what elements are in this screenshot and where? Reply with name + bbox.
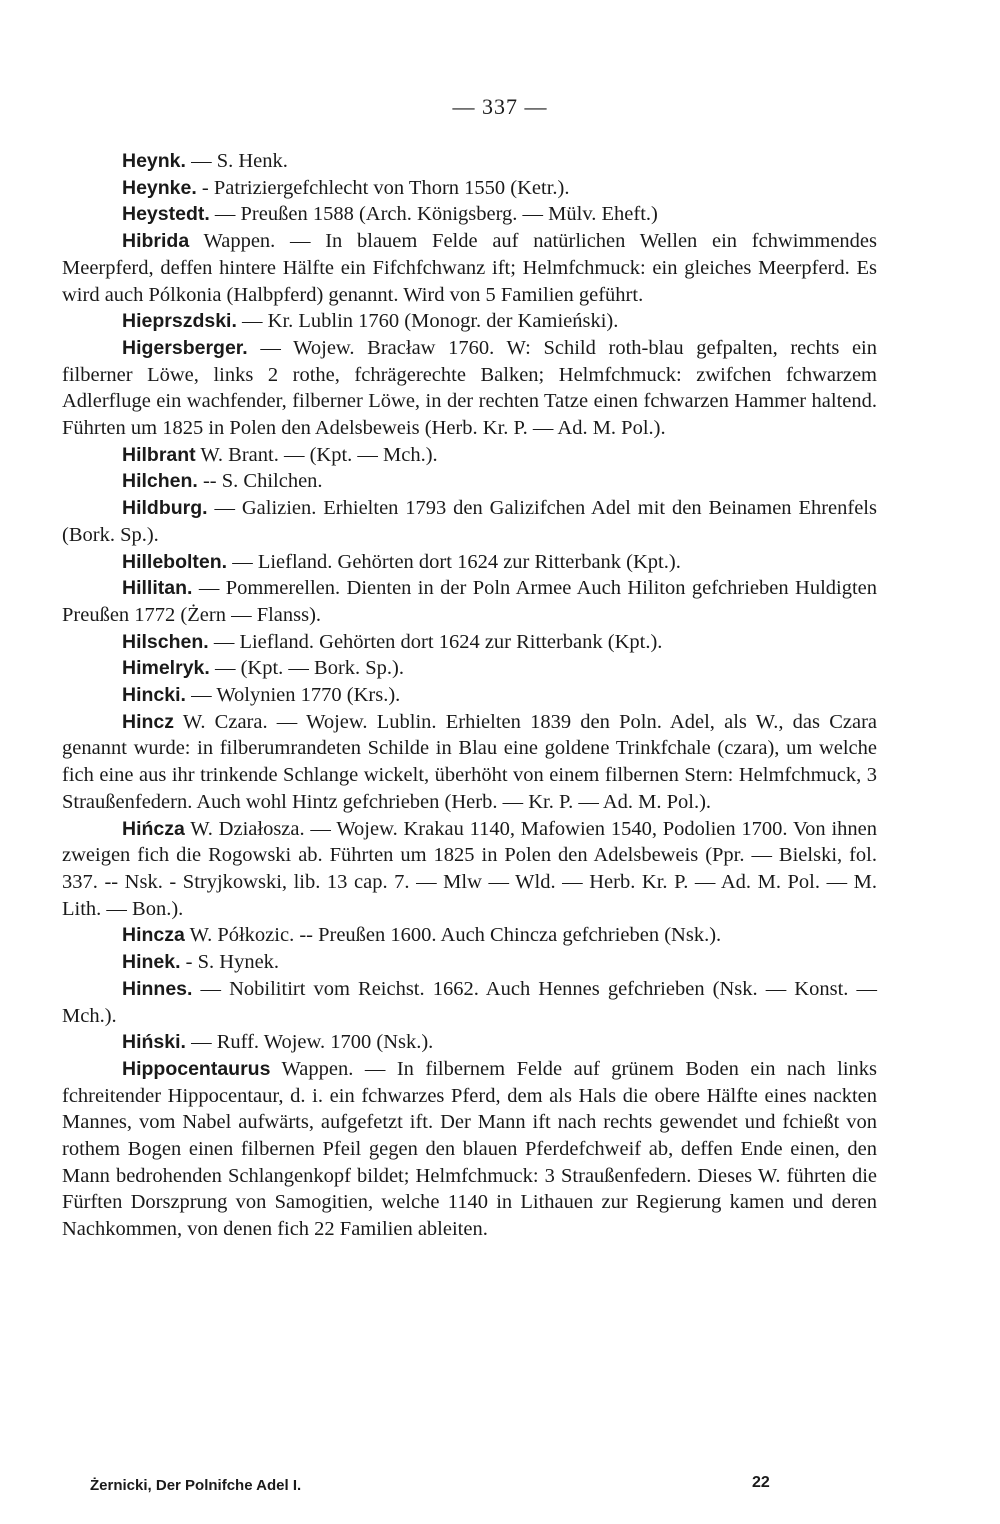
entry (62, 201, 877, 228)
entry-headword: Hincz (122, 710, 175, 733)
entry-text: — Liefland. Gehörten dort 1624 zur Ritterbank (Kpt.). (227, 550, 681, 573)
entry-text: — (Kpt. — Bork. Sp.). (209, 657, 404, 680)
entry-headword: Hilbrant (122, 443, 196, 466)
entry-headword: Hincza (122, 924, 185, 947)
entry (62, 655, 877, 682)
entry (62, 442, 877, 469)
entry-headword: Heynke. (122, 176, 197, 199)
entry-headword: Hinnes. (122, 977, 193, 1000)
entry-text: — Wojew. Bracław 1760. W: Schild roth-blau gefpalten, rechts ein filberner Löwe, links 2 rothe, fchrägerechte Balken; Helmfchmuck: zwifchen fchwarzem Adlerfluge ein wachfender, filberner Löwe, in der rechten Tatze einen fchwarzen Hammer haltend. Führten um 1825 in Polen den Adelsbeweis (Herb. Kr. P. — Ad. M. Pol.). (62, 336, 877, 440)
entry (62, 228, 877, 308)
entry (62, 922, 877, 949)
entry (62, 976, 877, 1029)
entry-text: — Kr. Lublin 1760 (Monogr. der Kamieński). (236, 310, 619, 333)
entry-text: W. Działosza. — Wojew. Krakau 1140, Mafowien 1540, Podolien 1700. Von ihnen zweigen fich die Rogowski ab. Führten um 1825 in Polen den Adelsbeweis (Ppr. — Bielski, fol. 337. -- Nsk. - Stryjkowski, lib. 13 cap. 7. — Mlw — Wld. — Herb. Kr. P. — Ad. M. Pol. — M. Lith. — Bon.). (62, 817, 877, 920)
entry-headword: Hillebolten. (122, 550, 228, 573)
entry (62, 495, 877, 548)
entry (62, 1056, 877, 1243)
entry-headword: Hilschen. (122, 630, 209, 653)
entry-text: — Ruff. Wojew. 1700 (Nsk.). (185, 1031, 434, 1054)
entry-headword: Hinek. (122, 951, 181, 974)
entry-headword: Heystedt. (122, 203, 210, 226)
entry (62, 816, 877, 923)
entry-headword: Hiński. (122, 1031, 186, 1054)
entry-text: — Preußen 1588 (Arch. Königsberg. — Mülv. Eheft.) (209, 203, 658, 226)
entry-headword: Higersberger. (122, 336, 248, 359)
entry (62, 575, 877, 628)
entries-list (62, 148, 877, 1243)
entry (62, 308, 877, 335)
entry-headword: Hilchen. (122, 470, 198, 493)
signature-mark: 22 (752, 1474, 770, 1491)
entry-text: W. Czara. — Wojew. Lublin. Erhielten 1839 den Poln. Adel, als W., das Czara genannt wurde: in filberumrandeten Schilde in Blau eine goldene Trinkfchale (czara), um welche fich eine aus ihr trinkende Schlange wickelt, überhöht von einem filbernen Stern: Helmfchmuck, 3 Straußenfedern. Auch wohl Hintz gefchrieben (Herb. — Kr. P. — Ad. M. Pol.). (62, 710, 877, 813)
entry-headword: Hibrida (122, 230, 190, 253)
entry-headword: Hincki. (122, 684, 186, 707)
entry-headword: Hińcza (122, 817, 185, 840)
entry-headword: Hildburg. (122, 497, 208, 520)
footer-citation: Żernicki, Der Polnifche Adel I. (90, 1477, 302, 1494)
entry (62, 709, 877, 816)
entry-text: — Galizien. Erhielten 1793 den Galizifchen Adel mit den Beinamen Ehrenfels (Bork. Sp.). (62, 497, 877, 546)
entry (62, 949, 877, 976)
entry-text: - S. Hynek. (180, 951, 280, 974)
entry-headword: Himelryk. (122, 657, 210, 680)
entry (62, 1029, 877, 1056)
entry-headword: Hippocentaurus (122, 1057, 271, 1080)
entry (62, 468, 877, 495)
entry (62, 682, 877, 709)
entry-text: — Nobilitirt vom Reichst. 1662. Auch Hennes gefchrieben (Nsk. — Konst. — Mch.). (62, 977, 877, 1027)
entry-headword: Hillitan. (122, 577, 193, 600)
entry-text: W. Półkozic. -- Preußen 1600. Auch Chincza gefchrieben (Nsk.). (184, 924, 722, 947)
entry (62, 549, 877, 576)
entry (62, 175, 877, 202)
entry-text: Wappen. — In blauem Felde auf natürlichen Wellen ein fchwimmendes Meerpferd, deffen hintere Hälfte ein Fifchfchwanz ift; Helmfchmuck: ein gleiches Meerpferd. Es wird auch Pólkonia (Halbpferd) genannt. Wird von 5 Familien geführt. (62, 230, 877, 306)
entry-text: -- S. Chilchen. (197, 470, 323, 493)
entry-text: W. Brant. — (Kpt. — Mch.). (195, 443, 438, 466)
entry-text: — Pommerellen. Dienten in der Poln Armee Auch Hiliton gefchrieben Huldigten Preußen 1772 (Żern — Flanss). (62, 577, 877, 626)
entry-text: Wappen. — In filbernem Felde auf grünem Boden ein nach links fchreitender Hippocentaur, d. i. ein fchwarzes Pferd, dem als Hals die obere Hälfte eines nackten Mannes, vom Nabel aufwärts, aufgefetzt ift. Der Mann ift nach rechts gewendet und fchießt von rothem Bogen einen filbernen Pfeil gegen den blauen Pferdefchweif ab, deffen Ende einen, den Mann bedrohenden Schlangenkopf bildet; Helmfchmuck: 3 Straußenfedern. Dieses W. führten die Fürften Dorszprung von Samogitien, welche 1140 in Lithauen zur Regierung kamen und deren Nachkommen, von denen fich 22 Familien ableiten. (62, 1057, 877, 1241)
entry-headword: Hieprszdski. (122, 310, 237, 333)
entry (62, 148, 877, 175)
page-number: — 337 — (452, 94, 548, 119)
entry-headword: Heynk. (122, 150, 186, 172)
entry (62, 335, 877, 442)
entry-text: — Liefland. Gehörten dort 1624 zur Ritterbank (Kpt.). (208, 630, 663, 653)
entry (62, 629, 877, 656)
entry-text: — Wolynien 1770 (Krs.). (185, 684, 401, 707)
entry-text: — S. Henk. (185, 150, 288, 172)
entry-text: - Patriziergefchlecht von Thorn 1550 (Ketr.). (196, 176, 570, 199)
